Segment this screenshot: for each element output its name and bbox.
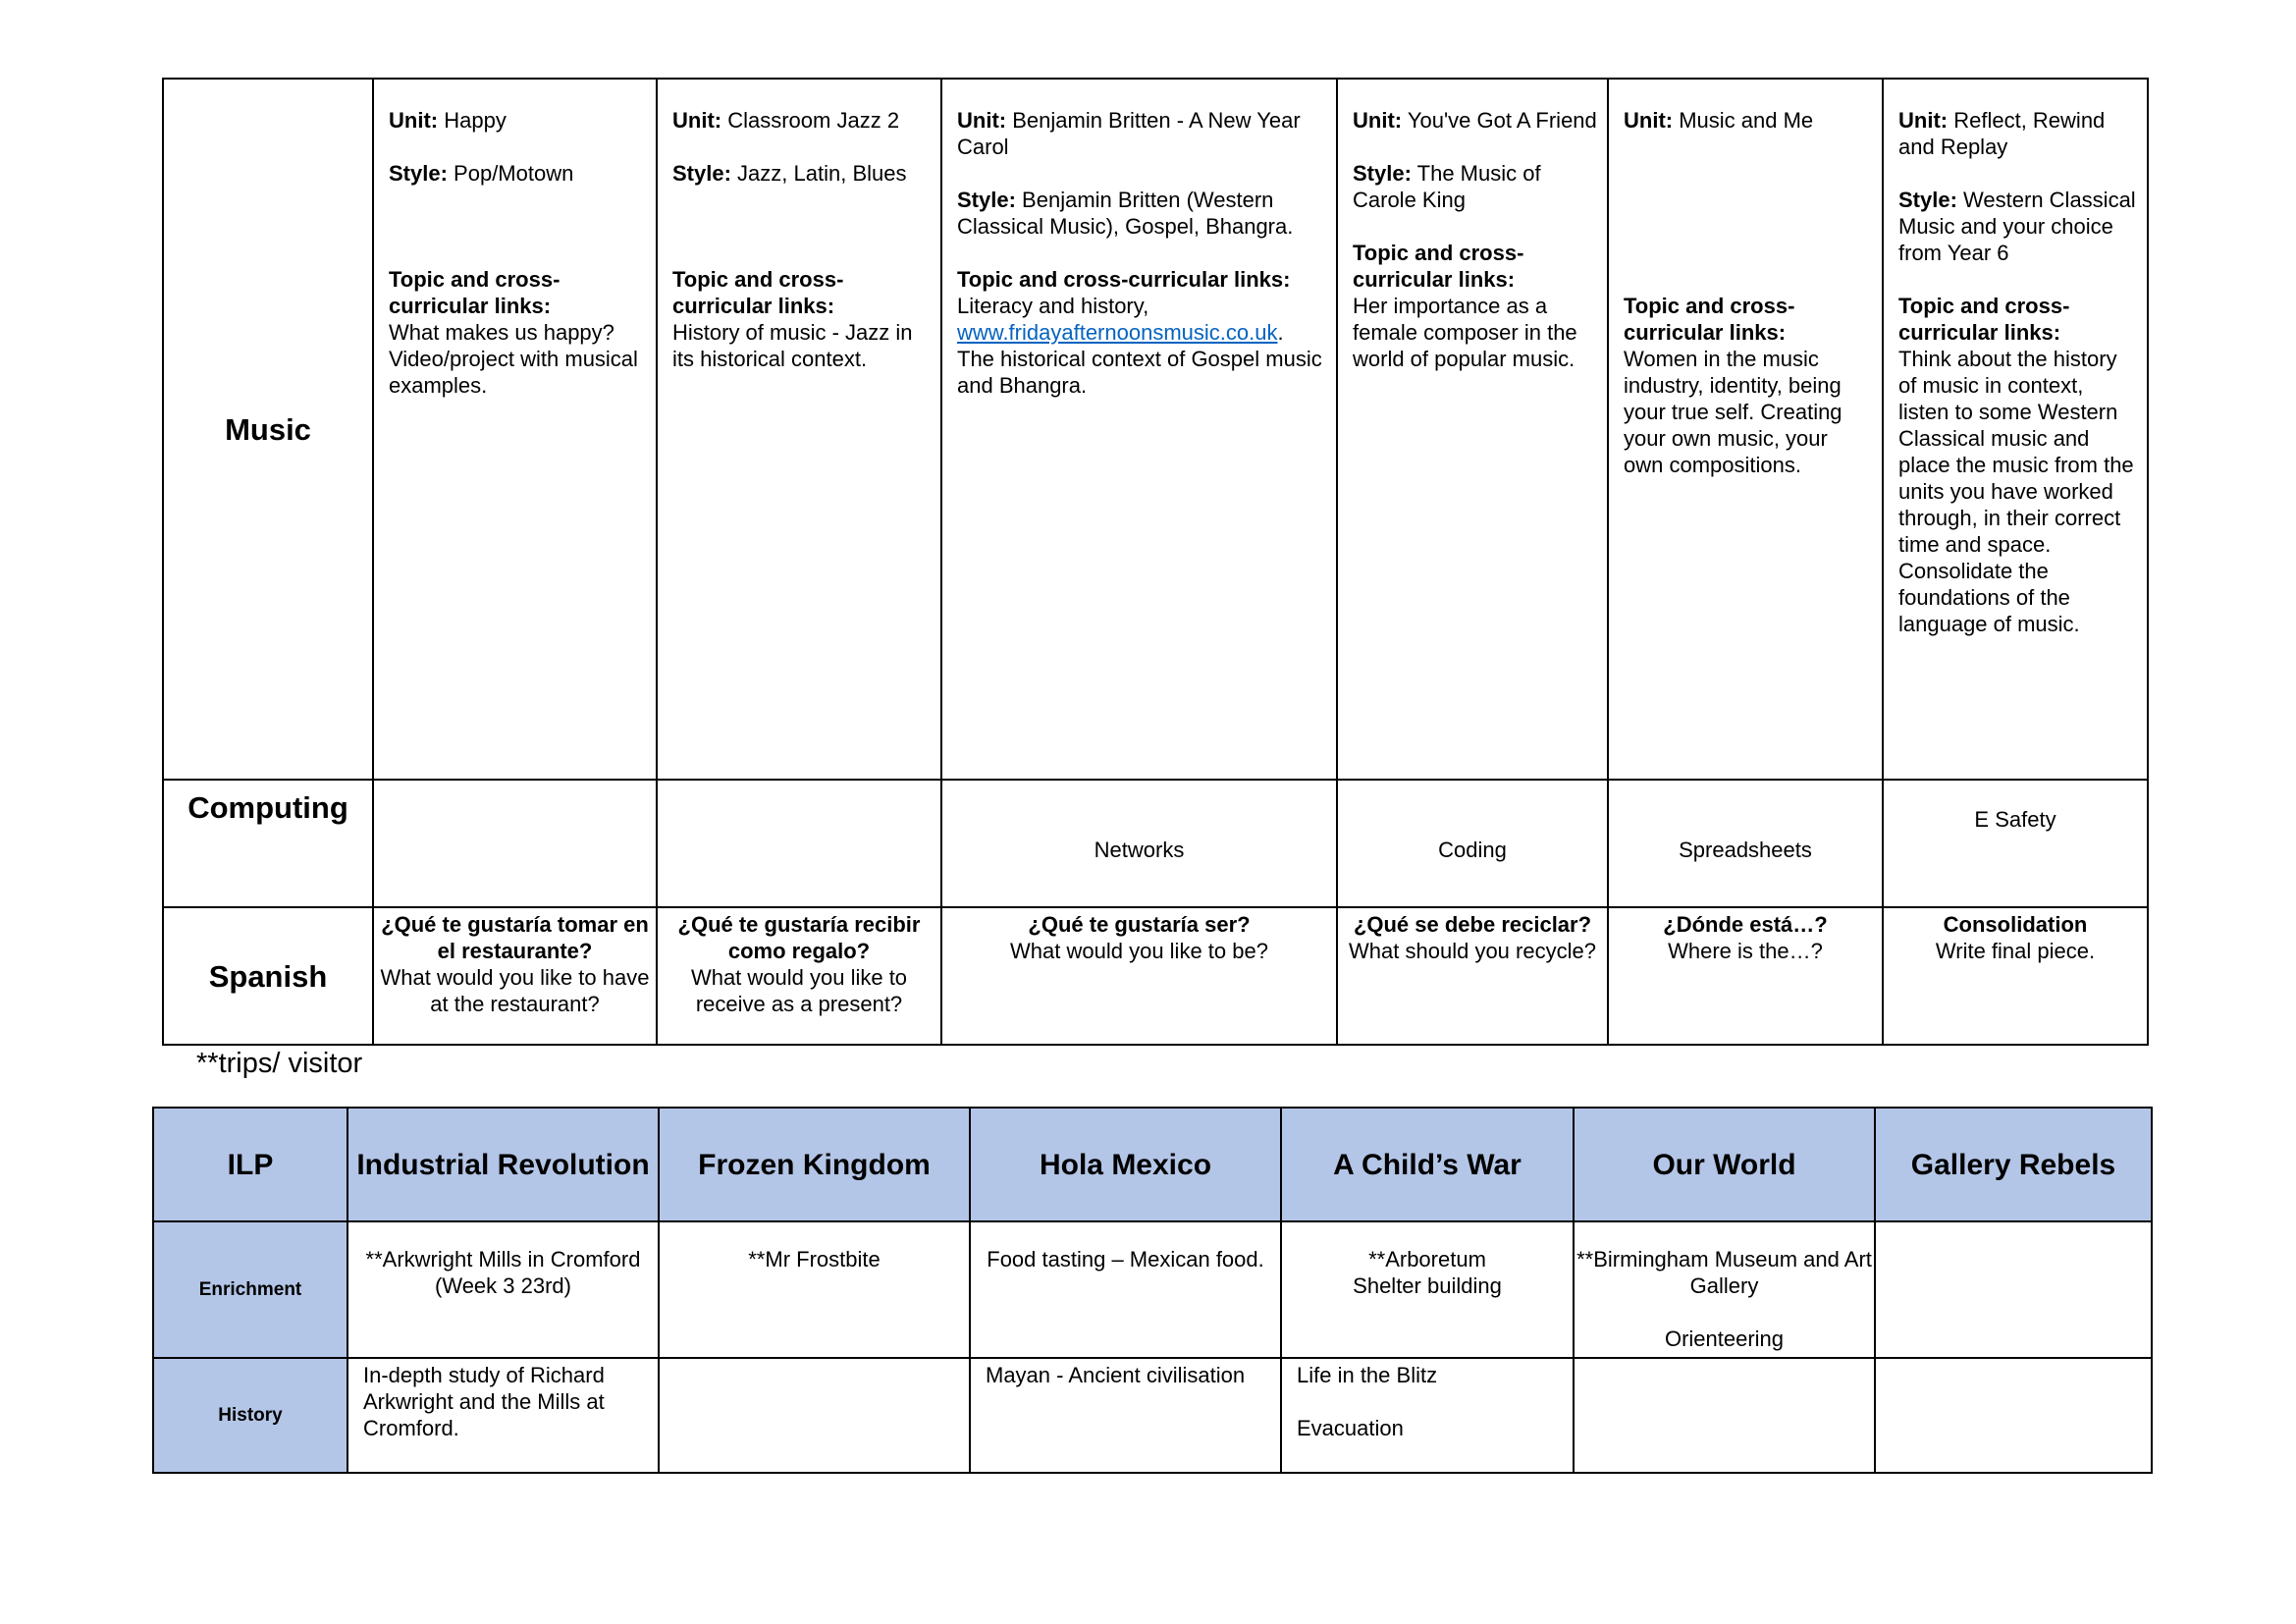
music-cell-5: [1608, 79, 1883, 780]
history-cell: [970, 1358, 1281, 1473]
style-value: Jazz, Latin, Blues: [737, 161, 907, 186]
unit-label: Unit:: [1898, 108, 1949, 133]
links-text: History of music - Jazz in its historical context.: [672, 320, 913, 371]
history-line: Mayan - Ancient civilisation: [986, 1363, 1246, 1387]
spanish-cell-6: [1883, 907, 2148, 1045]
music-cell-4: [1337, 79, 1608, 780]
links-text: Women in the music industry, identity, being your true self. Creating your own music, your own compositions.: [1624, 347, 1842, 477]
computing-cell-2: [657, 780, 941, 907]
computing-row: [163, 780, 2148, 907]
style-label: Style:: [1353, 161, 1412, 186]
computing-cell-1: [373, 780, 657, 907]
history-cell: [347, 1358, 659, 1473]
enrichment-cell: [1281, 1221, 1574, 1358]
spanish-cell-5: [1608, 907, 1883, 1045]
style-label: Style:: [1898, 188, 1957, 212]
enrichment-line: **Arkwright Mills in Cromford (Week 3 23rd): [365, 1247, 641, 1298]
topic-header: Hola Mexico: [970, 1108, 1281, 1221]
links-label: Topic and cross-curricular links:: [957, 267, 1291, 292]
history-cell: [1574, 1358, 1875, 1473]
topic-header: A Child’s War: [1281, 1108, 1574, 1221]
links-text: What makes us happy? Video/project with musical examples.: [389, 320, 638, 398]
ilp-table: [152, 1107, 2153, 1474]
spanish-question: ¿Qué te gustaría ser?: [1028, 912, 1251, 937]
topic-header: Our World: [1574, 1108, 1875, 1221]
style-label: Style:: [957, 188, 1016, 212]
spanish-question: ¿Qué se debe reciclar?: [1353, 912, 1592, 937]
spanish-cell-1: [373, 907, 657, 1045]
computing-cell-6: E Safety: [1883, 780, 2148, 907]
links-label: Topic and cross-curricular links:: [1898, 294, 2070, 345]
unit-name: Music and Me: [1679, 108, 1814, 133]
links-text-pre: Literacy and history,: [957, 294, 1149, 318]
unit-label: Unit:: [1353, 108, 1403, 133]
enrichment-cell: [347, 1221, 659, 1358]
computing-cell-5: Spreadsheets: [1608, 780, 1883, 907]
spanish-translation: What would you like to have at the restaurant?: [380, 965, 650, 1016]
enrichment-line: Shelter building: [1353, 1273, 1502, 1298]
spanish-question: Consolidation: [1943, 912, 2088, 937]
unit-name: You've Got A Friend: [1407, 108, 1597, 133]
unit-label: Unit:: [389, 108, 439, 133]
spanish-translation: Where is the…?: [1668, 939, 1823, 963]
topic-header: Frozen Kingdom: [659, 1108, 970, 1221]
enrichment-line: **Mr Frostbite: [748, 1247, 881, 1272]
enrichment-row-label: Enrichment: [153, 1221, 347, 1358]
enrichment-cell: [659, 1221, 970, 1358]
enrichment-cell: [970, 1221, 1281, 1358]
music-row-label: Music: [163, 79, 373, 780]
history-line: In-depth study of Richard Arkwright and the Mills at Cromford.: [363, 1363, 605, 1440]
spanish-translation: What should you recycle?: [1349, 939, 1596, 963]
music-cell-1: [373, 79, 657, 780]
spanish-question: ¿Dónde está…?: [1663, 912, 1828, 937]
music-cell-3: [941, 79, 1337, 780]
unit-label: Unit:: [672, 108, 722, 133]
music-row: [163, 79, 2148, 780]
history-line: Life in the Blitz: [1297, 1363, 1438, 1387]
spanish-question: ¿Qué te gustaría tomar en el restaurante?: [381, 912, 649, 963]
spanish-translation: What would you like to be?: [1010, 939, 1268, 963]
history-cell: [1875, 1358, 2152, 1473]
computing-cell-3: Networks: [941, 780, 1337, 907]
unit-label: Unit:: [957, 108, 1007, 133]
links-text-post: The historical context of Gospel music and Bhangra.: [957, 347, 1322, 398]
style-value: Pop/Motown: [454, 161, 574, 186]
links-label: Topic and cross-curricular links:: [1624, 294, 1795, 345]
computing-cell-4: Coding: [1337, 780, 1608, 907]
history-cell: [1281, 1358, 1574, 1473]
history-row-label: History: [153, 1358, 347, 1473]
enrichment-cell: [1875, 1221, 2152, 1358]
history-line: Evacuation: [1297, 1416, 1404, 1440]
music-cell-6: [1883, 79, 2148, 780]
fridayafternoons-link[interactable]: www.fridayafternoonsmusic.co.uk: [957, 320, 1278, 345]
unit-name: Happy: [444, 108, 507, 133]
enrichment-line: **Arboretum: [1368, 1247, 1486, 1272]
spanish-translation: What would you like to receive as a present?: [690, 965, 908, 1016]
history-line: [1297, 1388, 1563, 1415]
unit-name: Reflect, Rewind and Replay: [1898, 108, 2106, 159]
links-text: Literacy and history, www.fridayafternoonsmusic.co.uk. The historical context of Gospel music and Bhangra.: [957, 294, 1322, 398]
enrichment-line: [1575, 1299, 1874, 1326]
style-label: Style:: [672, 161, 731, 186]
enrichment-line: Orienteering: [1664, 1326, 1785, 1351]
unit-label: Unit:: [1624, 108, 1674, 133]
music-cell-2: [657, 79, 941, 780]
curriculum-table: [162, 78, 2149, 1046]
spanish-translation: Write final piece.: [1935, 939, 2096, 963]
unit-name: Classroom Jazz 2: [727, 108, 900, 133]
topic-header: Industrial Revolution: [347, 1108, 659, 1221]
spanish-cell-3: [941, 907, 1337, 1045]
enrichment-cell: [1574, 1221, 1875, 1358]
topic-header: Gallery Rebels: [1875, 1108, 2152, 1221]
ilp-header-row: [153, 1108, 2152, 1221]
style-value: Benjamin Britten (Western Classical Music), Gospel, Bhangra.: [957, 188, 1294, 239]
links-label: Topic and cross-curricular links:: [1353, 241, 1524, 292]
spanish-row: [163, 907, 2148, 1045]
computing-row-label: Computing: [163, 780, 373, 907]
style-value: The Music of Carole King: [1353, 161, 1541, 212]
history-cell: [659, 1358, 970, 1473]
trips-visitor-note: **trips/ visitor: [196, 1048, 363, 1079]
links-text: Think about the history of music in context, listen to some Western Classical music and place the music from the units you have worked through, in their correct time and space. Consolidate the foundations of the language of music.: [1898, 347, 2134, 636]
spanish-question: ¿Qué te gustaría recibir como regalo?: [677, 912, 921, 963]
style-value: Western Classical Music and your choice from Year 6: [1898, 188, 2136, 265]
spanish-cell-2: [657, 907, 941, 1045]
enrichment-row: [153, 1221, 2152, 1358]
spanish-row-label: Spanish: [163, 907, 373, 1045]
links-label: Topic and cross-curricular links:: [672, 267, 844, 318]
style-label: Style:: [389, 161, 448, 186]
enrichment-line: Food tasting – Mexican food.: [987, 1247, 1264, 1272]
unit-name: Benjamin Britten - A New Year Carol: [957, 108, 1301, 159]
enrichment-line: **Birmingham Museum and Art Gallery: [1576, 1247, 1872, 1298]
links-label: Topic and cross-curricular links:: [389, 267, 561, 318]
links-text: Her importance as a female composer in the world of popular music.: [1353, 294, 1577, 371]
history-row: [153, 1358, 2152, 1473]
spanish-cell-4: [1337, 907, 1608, 1045]
ilp-header-label: ILP: [153, 1108, 347, 1221]
